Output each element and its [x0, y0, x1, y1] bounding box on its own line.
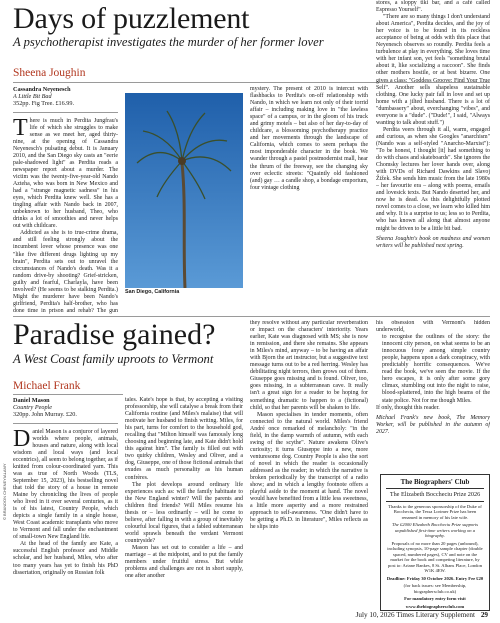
paragraph: here is much in Perdita Jungfrau's life of which she struggles to make sense as we meet her, aged thirty-nine, at the opening of Cassandra Neyenesch's pulsating debut. It is January 2010, and the San Diego sky casts an "eerie pale-shadowed light" as Perdita reads a newspaper report about a murder. The victim was the twenty-five-year-old Nando Azteha, who was born in New Mexico and had a "strange magnetic sadness" in his eyes, which Perdita knew well. She has a tingling affair with Nando back in 2007, unbeknown to her husband, Theo, who drinks a lot of smoothies and never helps out with childcare. — [13, 117, 118, 230]
paragraph: Addicted as she is to true-crime drama, and still feeling strongly about the incumbent lover whose presence was one "like five different drugs lighting up my brain", Perdita sets out to unravel the circumstances of Nando's death. Was it a random drive-by shooting? Grief-stricken, guilty and fearful, Charlayla, have been involved? (He seems to be stalking Perdita.) Might the murderer have been Nando's girlfriend, Perdita's half-brother, who has done time in prison and rehab? The gun — [13, 230, 118, 314]
review2-column-3 — [250, 320, 368, 610]
drop-cap: T — [13, 114, 28, 141]
review2-book-info — [13, 397, 118, 419]
ad-paragraph: The £2000 Elizabeth Boccheciu Prize supports unpublished first-time writers working on a biography. — [391, 522, 479, 538]
review1-body-col3 — [250, 86, 368, 192]
ad-deadline-note: (for back issues: see Membership, biographersclub.co.uk) — [403, 583, 467, 594]
paragraph: The plot develops around ordinary life experiences such as: will the family habituate to the New England winter? Will the parents and children find friends? Will Miles resume his thesis or – less ordinarily – will he come to believe, after falling in with a group of inevitably colourful local figures, that a fabled subterranean world sprawls beneath the verdant Vermont countryside? — [125, 481, 243, 544]
review1-column-3 — [250, 86, 368, 314]
ad-mandatory: For mandatory entry form visit — [404, 596, 466, 601]
footer-date: July 10, 2026 — [355, 611, 395, 619]
quotation: to recognise the outlines of the story: the innocent city person, on what seems to be an innocuous foray among simple country people, happens upon a dark conspiracy, with predictably horrific consequences. We've read the book, we've seen the movie. If the hero escapes, it is only after some gory climax, stumbling out into the night to raise, blood-splattered, into the high beams of the state police. Not for me though Miles. — [382, 334, 490, 404]
paragraph: Mason specialises in tender moments, often connected to the natural world. Miles's friend André once remarked of melancholy: "in the field, in the damp warmth of autumn, with each swing of the scythe". Nature awakens Olive's curiosity; it turns Giuseppe into a new, more venturesome dog. Country People is also the sort of novel in which the reader is occasionally addressed as the reader; in which the narrative is broken periodically by the transcript of a radio show; and in which a lengthy footnote offers a playful aside to the moment at hand. The novel would have benefited from a little less sweetness, a little more asperity and a more restrained approach to self-awareness. "One didn't have to be getting a Ph.D. in literature", Miles reflects as he slips into — [250, 411, 368, 531]
section-rule — [13, 316, 490, 317]
ad-paragraph: Thanks to the generous sponsorship of the Duke of Boccheciu, the Tessa Lorimer Prize has been renamed in memory of his late wife. — [388, 503, 482, 520]
review2-headline: Paradise gained? — [13, 318, 216, 351]
paragraph: Mason has set out to consider a life – and marriage – at the midpoint, and to put the family members under fruitful stress. But while problems and challenges are not in short supply, one after another — [125, 544, 243, 580]
review2-book-details: 320pp. John Murray. £20. — [13, 411, 77, 419]
ad-title: The Biographers' Club — [400, 478, 470, 486]
paragraph: aniel Mason is a conjuror of layered worlds where people, animals, houses and nature, along with local wisdom and local ways (and local eccentrics), all seem to belong together, as if knitted from colour-coordinated yarn. This was as true of North Woods (TLS, September 15, 2023), his bestselling novel that told the story of a house in remote Maine by chronicling the lives of people who lived in it over several centuries, as it is of his latest, Country People, which depicts a single family in a single house, West Coast academic transplants who move to Vermont and fall under the enchantment of small-town New England life. — [13, 428, 118, 541]
meta-rule — [13, 423, 118, 424]
review2-body-col4 — [376, 320, 490, 436]
ad-subtitle: The Elizabeth Boccheciu Prize 2026 — [389, 491, 481, 498]
meta-rule — [13, 112, 118, 113]
paragraph: "There are so many things I don't understand about America", Perdita decides, and the joy of her voice is to be found in its reckless acceptance of being at odds with this place that Neyenesch observes so roundly. Perdita feels a turbulence at play in everything. She loves time with her infant son, yet feels "something brutal about it, like socializing a raccoon". She finds other mothers hostile, or at best bizarre. One gives a class: "Goddess Groove: Find Your True Self". Another sells shapeless sustainable clothing. One lucky pair fall in love and set up home with a jilted husband. There is a lot of "dumbassery" about, everchanging "vibes", and everyone is a "dude". ("Dude!", I said, "Always wanting to talk about stuff.") — [376, 14, 490, 126]
review2-body-col3 — [250, 320, 368, 531]
review1-book-title: A Little Bit Bad — [13, 93, 52, 101]
footer-publication: Times Literary Supplement — [396, 611, 476, 619]
page-footer — [288, 611, 488, 620]
paragraph: mystery. The present of 2010 is intercut with flashbacks to Perdita's on-off relationship with Nando, in which we learn not only of their torrid affair – including making love in "the lawless space" of a campus, or in the gloom of his truck and grimy motels – but also of her day-to-day of childcare, a blossoming psychotherapy practice and her movements through the landscape of California, which comes to seem perhaps the most imponderable character in the book. We wander through a pastel postmodernist mall, hear the thrum of the freeway, see the changing sky over eclectic streets: "Quaintly old fashioned (and) gay … a candle shop, a bondage emporium, four vintage clothing — [250, 86, 368, 191]
reviewer-note: Sheena Joughin's book on madness and women writers will be published next spring. — [376, 235, 490, 249]
review1-body-col4 — [376, 0, 490, 250]
ad-divider — [386, 501, 484, 502]
paragraph: At the head of the family are Kate, a successful English professor and Middle scholar, and her husband, Miles, who after too many years has yet to finish his PhD dissertation, originally on Russian folk — [13, 541, 118, 576]
paragraph: his obsession with Vermont's hidden underworld, — [376, 320, 490, 334]
drop-cap: D — [13, 425, 31, 452]
ad-deadline: Deadline: Friday 30 October 2026. Entry Fee £20 — [386, 575, 484, 581]
paragraph: Perdita veers through it all, warm, engaged and curious, as when she Googles "anarchism" (Nando was a self-styled "Anarcho-Marxist"): "To be honest, I thought [it] had something to do with chaos and skateboards". She ignores the Chomsky lectures her lover hands over, along with DVDs of Richard Dawkins and Slavoj Žižek. She sends him music from the late 1980s – her favourite era – along with poems, emails and lovesick texts. But Nando deserted her, and now he is dead. As this delightfully plotted novel comes to a close, we learn who killed him and why. It is a surprise to us; less so to Perdita, who has known all along that almost anyone might be driven to be a little bit bad. — [376, 126, 490, 232]
review2-column-1 — [13, 397, 118, 609]
biographers-club-advert — [380, 474, 490, 611]
ad-url[interactable]: www.thebiographersclub.com — [405, 603, 465, 609]
review1-book-info — [13, 86, 118, 108]
section-rule — [13, 394, 123, 395]
review2-body-col1 — [13, 425, 118, 577]
paragraph: tales. Kate's hope is that, by accepting a visiting professorship, she will catalyse a break from their California routine (and Miles's malaise) that will motivate her husband to finish writing. Miles, for his part, turns for comfort to the household god, recalling that "Milton himself was famously long choosing and beginning late, and Kate didn't hold this against him". The family is filled out with two quirky children, Wesley and Oliver, and a dog, Giuseppe, one of those fictional animals that exudes as much personality as his human confrères. — [125, 397, 243, 481]
review2-column-4 — [376, 320, 490, 470]
review1-column-2-overflow — [125, 296, 243, 316]
paragraph: stores, a sloppy tiki bar, and a café called Espresso Yourself". — [376, 0, 490, 14]
review1-author: Sheena Joughin — [13, 67, 86, 79]
review2-column-2 — [125, 397, 243, 609]
review1-book-author: Cassandra Neyenesch — [13, 86, 71, 93]
review2-book-author: Daniel Mason — [13, 397, 50, 404]
review1-column-1 — [13, 86, 118, 314]
photo-caption: San Diego, California — [125, 289, 180, 295]
review1-body-col1 — [13, 114, 118, 314]
review2-book-title: Country People — [13, 404, 53, 412]
review1-book-details: 352pp. Fig Tree. £16.99. — [13, 100, 75, 108]
paragraph: they resolve without any particular reverberation or impact on the characters' interiority. Years earlier, Kate was diagnosed with MS; she is now in remission, and there she remains. She appears in Miles's mind, anyway – to be having an affair with Bjorn the art instructor, but a suggestive text message turns out to be a red herring. Wesley has debilitating night terrors, then grows out of them. Giuseppe goes missing and is found. Oliver, too, goes missing, in a subterranean cave. It really isn't a great sign for a reader to be hoping for something dramatic to happen to a (fictional) child, so that her parents will be shaken to life. — [250, 320, 368, 411]
review2-standfirst: A West Coast family uproots to Vermont — [13, 352, 214, 366]
ad-paragraph: Proposals of no more than 20 pages (unbound), including synopsis, 10-page sample chapter (double spaced, numbered pages), CV and note on the market for the book and competing literature, by post to: Ariane Bankes, 8 St. Albans Place, London W1K 4EW. — [387, 540, 483, 573]
review1-headline: Days of puzzlement — [13, 2, 250, 35]
palm-tree-photo — [125, 93, 243, 288]
review1-standfirst: A psychotherapist investigates the murder of her former lover — [13, 35, 324, 49]
ad-divider — [386, 488, 484, 489]
paragraph: If only, thought this reader. — [376, 404, 440, 411]
review2-author: Michael Frank — [13, 380, 81, 392]
review1-column-4 — [376, 0, 490, 316]
reviewer-note: Michael Frank's new book, The Memory Worker, will be published in the autumn of 2027. — [376, 414, 490, 435]
review2-body-col2 — [125, 397, 243, 580]
photo-credit: © BRANDON CHENEY/ALAMY — [2, 463, 7, 520]
page-number: 29 — [480, 611, 488, 619]
